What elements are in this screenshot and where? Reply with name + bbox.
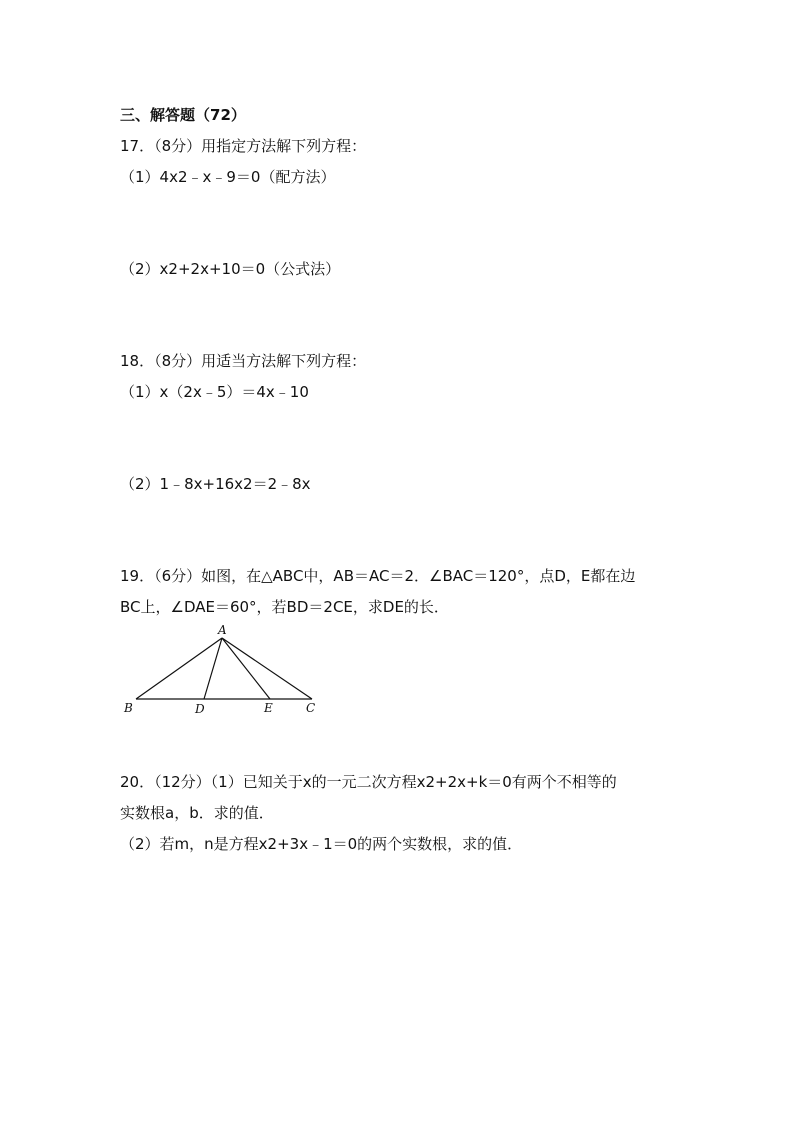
segment-ab	[136, 638, 222, 699]
question-17-prompt: 17．（8分）用指定方法解下列方程：	[120, 137, 367, 155]
question-18-part-1: （1）x（2x﹣5）＝4x﹣10	[120, 383, 309, 401]
question-19-line-2: BC上，∠DAE＝60°，若BD＝2CE，求DE的长．	[120, 598, 449, 616]
vertex-label-b: B	[124, 701, 133, 715]
vertex-label-c: C	[306, 701, 316, 715]
segment-ae	[222, 638, 270, 699]
vertex-label-e: E	[264, 701, 273, 715]
section-heading: 三、解答题（72）	[120, 106, 246, 124]
question-18-prompt: 18．（8分）用适当方法解下列方程：	[120, 352, 367, 370]
vertex-label-d: D	[195, 702, 205, 716]
question-17-part-1: （1）4x2﹣x﹣9＝0（配方法）	[120, 168, 336, 186]
question-18-part-2: （2）1﹣8x+16x2＝2﹣8x	[120, 475, 311, 493]
segment-ac	[222, 638, 312, 699]
vertex-label-a: A	[218, 624, 227, 637]
question-17-part-2: （2）x2+2x+10＝0（公式法）	[120, 260, 341, 278]
question-20-line-2: 实数根a，b．求的值．	[120, 804, 274, 822]
question-19-line-1: 19．（6分）如图，在△ABC中，AB＝AC＝2．∠BAC＝120°，点D，E都在边	[120, 567, 636, 585]
segment-ad	[204, 638, 222, 699]
question-20-line-1: 20．（12分）（1）已知关于x的一元二次方程x2+2x+k＝0有两个不相等的	[120, 773, 617, 791]
triangle-figure	[118, 624, 328, 716]
question-20-line-3: （2）若m，n是方程x2+3x﹣1＝0的两个实数根，求的值．	[120, 835, 523, 853]
